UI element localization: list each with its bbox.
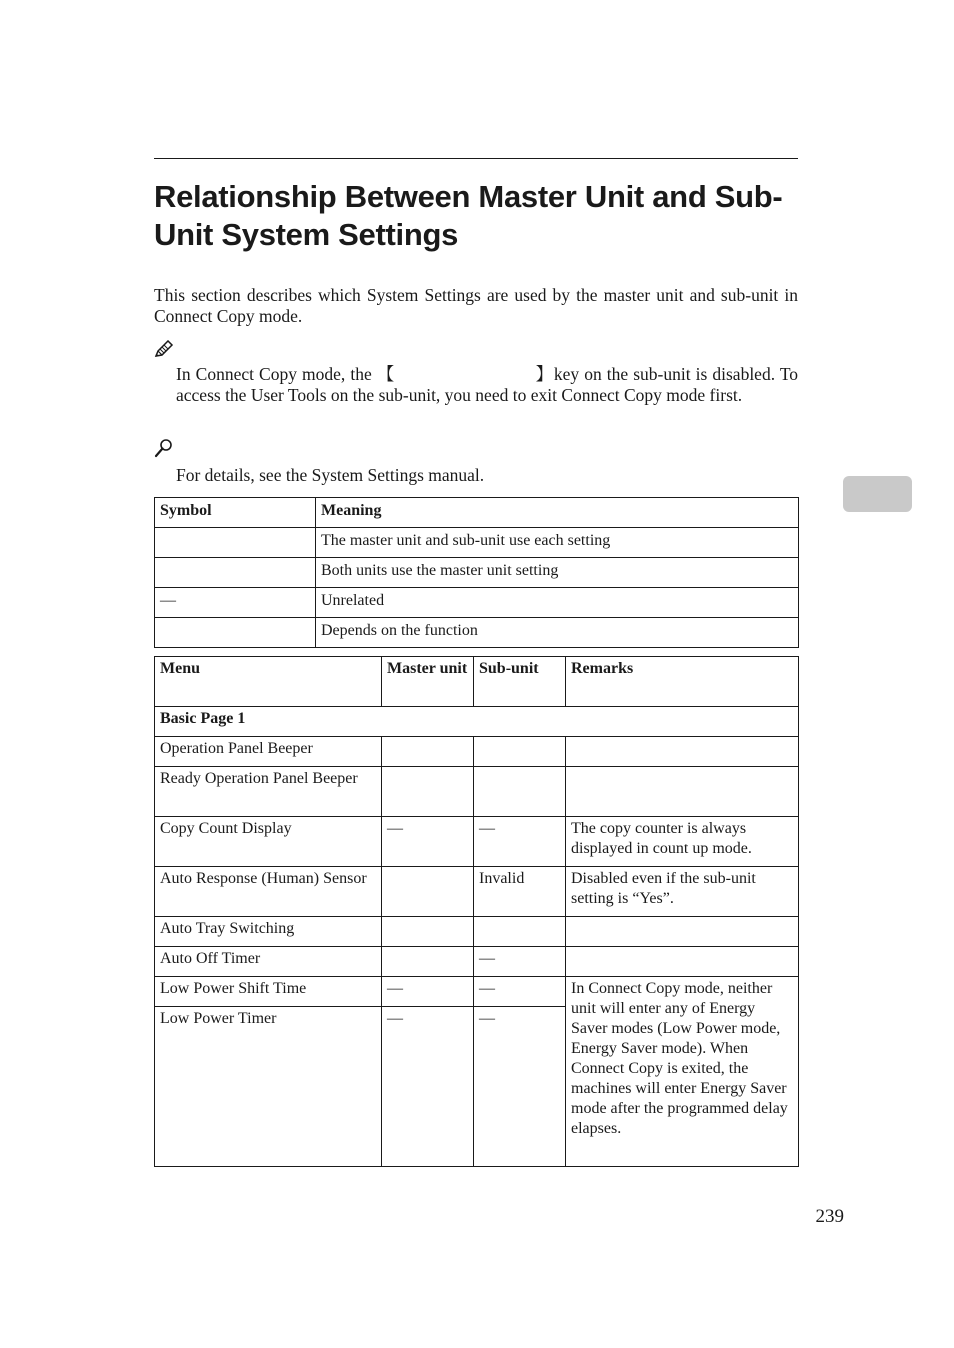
menu-cell: Auto Tray Switching: [155, 917, 382, 947]
table-row: [155, 917, 799, 947]
master-unit-cell: [382, 737, 474, 767]
symbol-legend-table: [154, 497, 799, 648]
remarks-cell: [566, 917, 799, 947]
table-row: [155, 618, 799, 648]
master-unit-cell: [382, 767, 474, 817]
menu-cell: Ready Operation Panel Beeper: [155, 767, 382, 817]
table-row: [155, 588, 799, 618]
master-unit-cell: [382, 867, 474, 917]
table-header-row: [155, 498, 799, 528]
remarks-cell: In Connect Copy mode, neither unit will enter any of Energy Saver modes (Low Power mode, Energy Saver mode). When Connect Copy is exited, the machines will enter Energy Saver mode after the programmed delay elapses.: [566, 977, 799, 1167]
sub-unit-cell: —: [474, 947, 566, 977]
remarks-cell: Disabled even if the sub-unit setting is “Yes”.: [566, 867, 799, 917]
reference-text: For details, see the System Settings manual.: [176, 465, 485, 485]
page-title: Relationship Between Master Unit and Sub-Unit System Settings: [154, 179, 783, 252]
table-row: [155, 867, 799, 917]
section-label: Basic Page 1: [155, 707, 799, 737]
table-row: [155, 947, 799, 977]
symbol-cell: [155, 528, 316, 558]
symbol-cell: [155, 558, 316, 588]
sub-unit-cell: —: [474, 1007, 566, 1167]
sub-unit-cell: [474, 737, 566, 767]
sub-unit-cell: —: [474, 977, 566, 1007]
menu-cell: Low Power Timer: [155, 1007, 382, 1167]
remarks-cell: [566, 767, 799, 817]
master-unit-cell: —: [382, 1007, 474, 1167]
column-header-symbol: Symbol: [155, 498, 316, 528]
menu-cell: Operation Panel Beeper: [155, 737, 382, 767]
meaning-cell: Both units use the master unit setting: [316, 558, 799, 588]
table-row: [155, 737, 799, 767]
section-row: [155, 707, 799, 737]
key-close-bracket: 】: [534, 364, 554, 384]
magnifier-reference-icon: [154, 438, 174, 458]
table-header-row: [155, 657, 799, 707]
master-unit-cell: [382, 917, 474, 947]
column-header-master-unit: Master unit: [382, 657, 474, 707]
remarks-cell: [566, 947, 799, 977]
key-open-bracket: 【: [376, 364, 395, 384]
table-row: [155, 817, 799, 867]
column-header-sub-unit: Sub-unit: [474, 657, 566, 707]
note-text: [176, 364, 798, 406]
sub-unit-cell: [474, 917, 566, 947]
master-unit-cell: —: [382, 817, 474, 867]
sub-unit-cell: Invalid: [474, 867, 566, 917]
column-header-meaning: Meaning: [316, 498, 799, 528]
meaning-cell: The master unit and sub-unit use each setting: [316, 528, 799, 558]
symbol-cell: —: [155, 588, 316, 618]
sub-unit-cell: —: [474, 817, 566, 867]
settings-menu-table: [154, 656, 799, 1167]
menu-cell: Low Power Shift Time: [155, 977, 382, 1007]
page-number: 239: [815, 1206, 844, 1227]
sub-unit-cell: [474, 767, 566, 817]
header-rule: [154, 158, 798, 159]
intro-paragraph: This section describes which System Settings are used by the master unit and sub-unit in Connect Copy mode.: [154, 285, 798, 326]
table-row: [155, 977, 799, 1007]
chapter-side-tab: [843, 476, 912, 512]
pencil-note-icon: [154, 340, 174, 358]
meaning-cell: Depends on the function: [316, 618, 799, 648]
table-row: [155, 528, 799, 558]
note-text-after-key: key on the sub-unit is disabled. To access the User Tools on the sub-unit, you need to exit Connect Copy mode first.: [176, 364, 799, 405]
note-text-before-key: In Connect Copy mode, the: [176, 364, 377, 384]
master-unit-cell: —: [382, 977, 474, 1007]
menu-cell: Copy Count Display: [155, 817, 382, 867]
remarks-cell: [566, 737, 799, 767]
menu-cell: Auto Response (Human) Sensor: [155, 867, 382, 917]
table-row: [155, 767, 799, 817]
column-header-remarks: Remarks: [566, 657, 799, 707]
meaning-cell: Unrelated: [316, 588, 799, 618]
menu-cell: Auto Off Timer: [155, 947, 382, 977]
column-header-menu: Menu: [155, 657, 382, 707]
table-row: [155, 558, 799, 588]
master-unit-cell: [382, 947, 474, 977]
remarks-cell: The copy counter is always displayed in count up mode.: [566, 817, 799, 867]
symbol-cell: [155, 618, 316, 648]
